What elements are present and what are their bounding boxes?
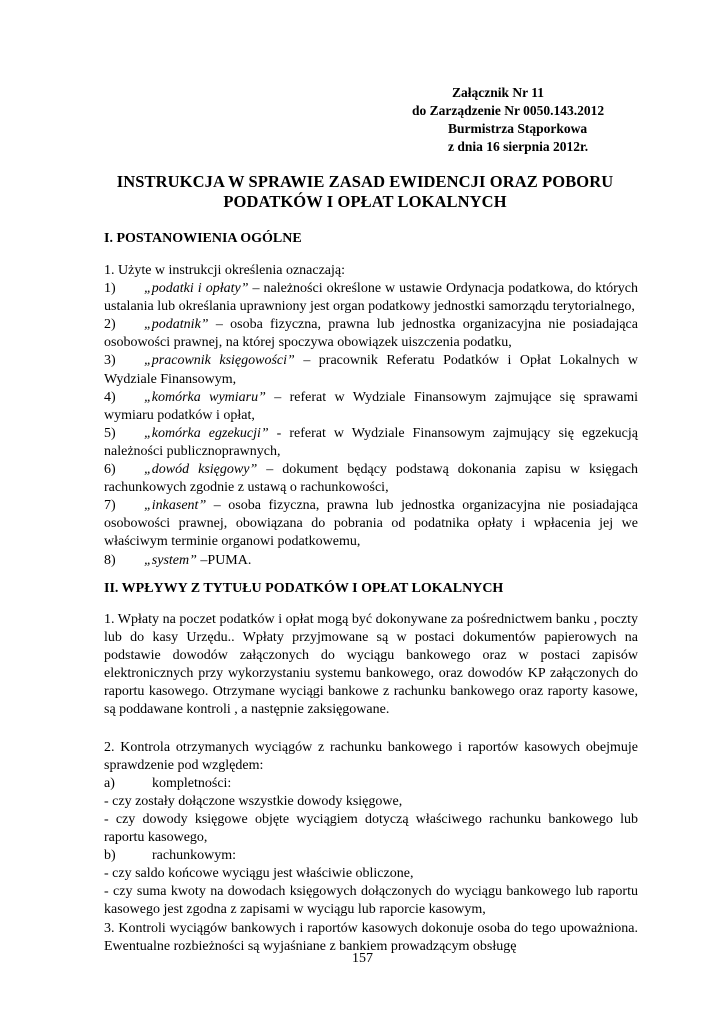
definitions-list (104, 280, 638, 570)
criterion-b-num: b) (104, 848, 116, 864)
definition-text: – osoba fizyczna, prawna lub jednostka organizacyjna nie posiadająca osobowości prawnej, obowiązana do pobrania od podatnika opłaty i wpłacenia jej we właściwym terminie organowi podatkowemu, (104, 498, 638, 550)
definition-item (104, 552, 638, 570)
criterion-a-label: kompletności: (152, 775, 232, 791)
definition-text: – dokument będący podstawą dokonania zapisu w księgach rachunkowych zgodnie z ustawą o rachunkowości, (104, 462, 639, 496)
definition-text: –PUMA. (196, 552, 252, 568)
section-1-heading: I. POSTANOWIENIA OGÓLNE (104, 231, 302, 246)
definition-text: - referat w Wydziale Finansowym zajmujący się egzekucją należności publicznoprawnych, (104, 425, 638, 459)
definition-number: 3) (104, 353, 116, 369)
section-2-paragraph-3: 3. Kontroli wyciągów bankowych i raportów kasowych dokonuje osoba do tego upoważniona. Ewentualne rozbieżności są wyjaśniane z bankiem prowadzącym obsługę (104, 920, 638, 954)
annex-ordinance: do Zarządzenie Nr 0050.143.2012 (412, 103, 605, 118)
definition-number: 8) (104, 552, 116, 568)
definition-item (104, 280, 638, 316)
document-title (100, 172, 630, 212)
definition-item (104, 352, 638, 388)
definition-item (104, 316, 638, 352)
title-line-1: INSTRUKCJA W SPRAWIE ZASAD EWIDENCJI ORAZ POBORU (116, 172, 614, 191)
section-2-paragraph-2: 2. Kontrola otrzymanych wyciągów z rachunku bankowego i raportów kasowych obejmuje sprawdzenie pod względem: (104, 739, 638, 773)
definition-item (104, 389, 638, 425)
definition-item (104, 461, 638, 497)
definition-term: „dowód księgowy” (144, 462, 258, 478)
section-1-intro: 1. Użyte w instrukcji określenia oznaczają: (104, 263, 346, 278)
section-2-heading: II. WPŁYWY Z TYTUŁU PODATKÓW I OPŁAT LOKALNYCH (104, 581, 504, 596)
criterion-a-num: a) (104, 775, 115, 791)
criterion-a-item: - czy zostały dołączone wszystkie dowody księgowe, (104, 793, 403, 809)
criterion-b-item: - czy suma kwoty na dowodach księgowych dołączonych do wyciągu bankowego lub raportu kasowego jest zgodna z zapisami w wyciągu lub raporcie kasowym, (104, 884, 638, 918)
annex-header (412, 84, 702, 156)
definition-item (104, 425, 638, 461)
definition-term: „pracownik księgowości” (144, 353, 295, 369)
definition-number: 2) (104, 317, 116, 333)
section-1-body (104, 262, 638, 570)
title-line-2: PODATKÓW I OPŁAT LOKALNYCH (223, 192, 507, 211)
definition-term: „komórka wymiaru” (144, 389, 266, 405)
definition-term: „podatki i opłaty” (144, 281, 249, 297)
definition-text: – pracownik Referatu Podatków i Opłat Lokalnych w Wydziale Finansowym, (104, 353, 638, 387)
definition-text: – należności określone w ustawie Ordynacja podatkowa, do których ustalania lub określania uprawniony jest organ podatkowy jednostki samorządu terytorialnego, (104, 281, 638, 315)
section-2-body (104, 611, 638, 956)
criterion-b-label: rachunkowym: (152, 848, 236, 864)
criterion-b (104, 847, 638, 865)
definition-number: 4) (104, 389, 116, 405)
page-number: 157 (352, 951, 373, 966)
definition-text: – referat w Wydziale Finansowym zajmujące się sprawami wymiaru podatków i opłat, (104, 389, 638, 423)
annex-number: Załącznik Nr 11 (452, 85, 545, 100)
annex-date: z dnia 16 sierpnia 2012r. (448, 139, 589, 154)
definition-number: 5) (104, 425, 116, 441)
definition-text: – osoba fizyczna, prawna lub jednostka organizacyjna nie posiadająca osobowości prawnej, na której spoczywa obowiązek uiszczenia podatku, (104, 317, 638, 351)
definition-number: 6) (104, 462, 116, 478)
criterion-a-item: - czy dowody księgowe objęte wyciągiem dotyczą właściwego rachunku bankowego lub raportu kasowego, (104, 811, 638, 846)
criterion-a (104, 775, 638, 793)
definition-number: 7) (104, 498, 116, 514)
definition-term: „system” (144, 552, 197, 568)
section-2-paragraph-1: 1. Wpłaty na poczet podatków i opłat mogą być dokonywane za pośrednictwem banku , poczty lub do kasy Urzędu.. Wpłaty przyjmowane są w postaci dokumentów papierowych na podstawie dowodów załączonych do wyciągu bankowego oraz w postaci zapisów elektronicznych przy wykorzystaniu systemu bankowego, oraz dowodów KP załączonych do raportu kasowego. Otrzymane wyciągi bankowe z rachunku bankowego oraz raporty kasowe, są poddawane kontroli , a następnie zaksięgowane. (104, 612, 638, 718)
definition-term: „inkasent” (144, 498, 207, 514)
definition-item (104, 497, 638, 551)
definition-term: „podatnik” (144, 317, 209, 333)
criterion-b-item: - czy saldo końcowe wyciągu jest właściwie obliczone, (104, 866, 414, 882)
definition-number: 1) (104, 281, 116, 297)
annex-authority: Burmistrza Stąporkowa (448, 121, 588, 136)
definition-term: „komórka egzekucji” (144, 425, 269, 441)
